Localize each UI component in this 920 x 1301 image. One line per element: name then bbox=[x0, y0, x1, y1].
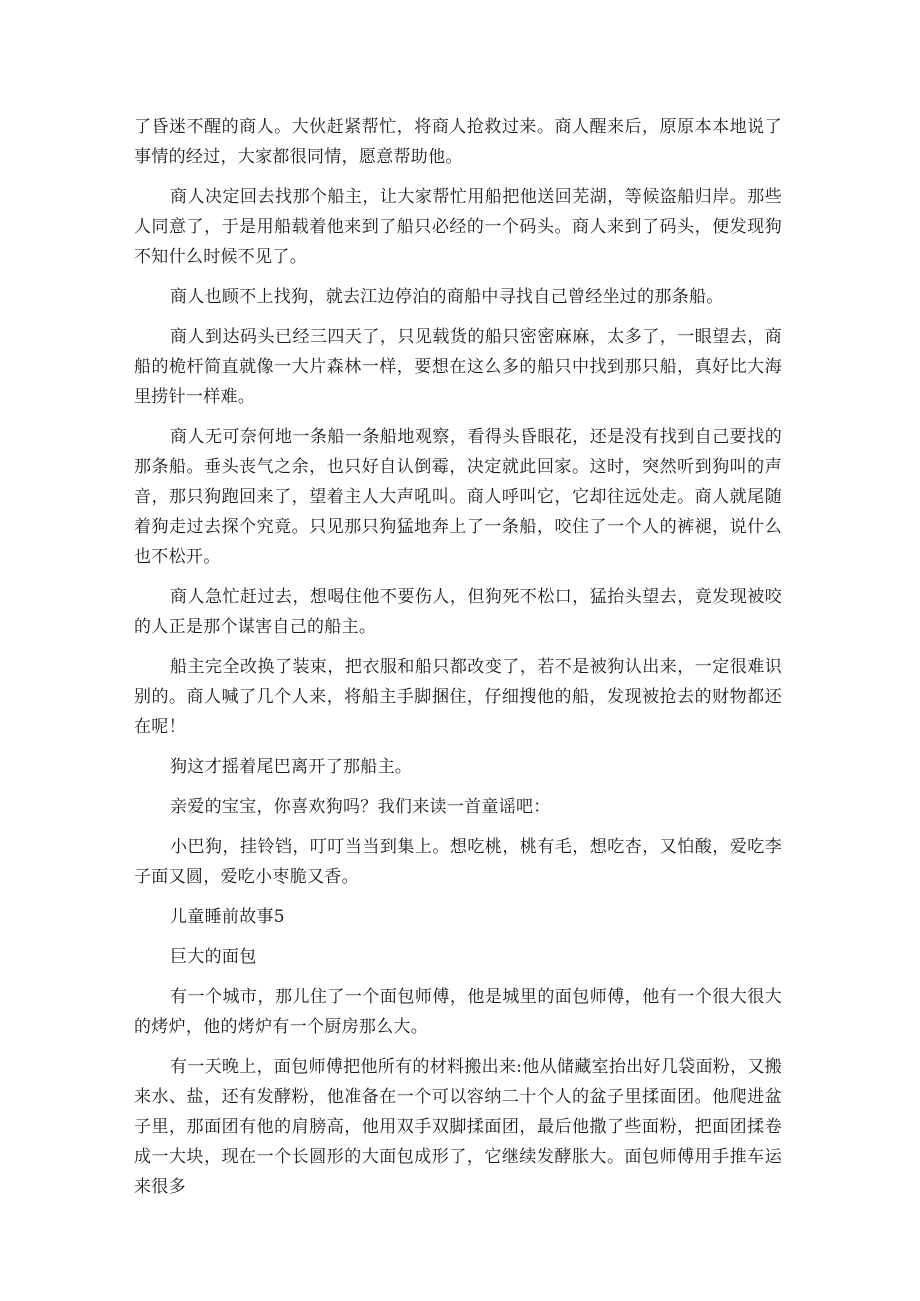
document-page bbox=[134, 112, 782, 1212]
paragraph-8: 狗这才摇着尾巴离开了那船主。 bbox=[170, 757, 413, 777]
paragraph-1: 了昏迷不醒的商人。大伙赶紧帮忙，将商人抢救过来。商人醒来后，原原本本地说了事情的经过，大家都很同情，愿意帮助他。 bbox=[134, 117, 782, 167]
story-title: 巨大的面包 bbox=[170, 947, 257, 967]
paragraph-13: 有一个城市，那儿住了一个面包师傅，他是城里的面包师傅，他有一个很大很大的烤炉，他的烤炉有一个厨房那么大。 bbox=[134, 987, 782, 1037]
paragraph-9: 亲爱的宝宝，你喜欢狗吗？我们来读一首童谣吧： bbox=[170, 797, 551, 817]
paragraph-2: 商人决定回去找那个船主，让大家帮忙用船把他送回芜湖，等候盗船归岸。那些人同意了，于是用船载着他来到了船只必经的一个码头。商人来到了码头，便发现狗不知什么时候不见了。 bbox=[134, 187, 782, 267]
section-heading: 儿童睡前故事5 bbox=[170, 907, 285, 927]
paragraph-7: 船主完全改换了装束，把衣服和船只都改变了，若不是被狗认出来，一定很难识别的。商人喊了几个人来，将船主手脚捆住，仔细搜他的船，发现被抢去的财物都还在呢！ bbox=[134, 657, 782, 737]
paragraph-4: 商人到达码头已经三四天了，只见载货的船只密密麻麻，太多了，一眼望去，商船的桅杆简直就像一大片森林一样，要想在这么多的船只中找到那只船，真好比大海里捞针一样难。 bbox=[134, 327, 782, 407]
nursery-rhyme: 小巴狗，挂铃铛，叮叮当当到集上。想吃桃，桃有毛，想吃杏，又怕酸，爱吃李子面又圆，爱吃小枣脆又香。 bbox=[134, 837, 782, 887]
paragraph-6: 商人急忙赶过去，想喝住他不要伤人，但狗死不松口，猛抬头望去，竟发现被咬的人正是那个谋害自己的船主。 bbox=[134, 587, 782, 637]
paragraph-5: 商人无可奈何地一条船一条船地观察，看得头昏眼花，还是没有找到自己要找的那条船。垂头丧气之余，也只好自认倒霉，决定就此回家。这时，突然听到狗叫的声音，那只狗跑回来了，望着主人大声吼叫。商人呼叫它，它却往远处走。商人就尾随着狗走过去探个究竟。只见那只狗猛地奔上了一条船，咬住了一个人的裤褪，说什么也不松开。 bbox=[134, 427, 782, 567]
paragraph-3: 商人也顾不上找狗，就去江边停泊的商船中寻找自己曾经坐过的那条船。 bbox=[170, 287, 724, 307]
paragraph-14: 有一天晚上，面包师傅把他所有的材料搬出来:他从储藏室抬出好几袋面粉，又搬来水、盐，还有发酵粉，他准备在一个可以容纳二十个人的盆子里揉面团。他爬进盆子里，那面团有他的肩膀高，他用双手双脚揉面团，最后他撒了些面粉，把面团揉卷成一大块，现在一个长圆形的大面包成形了，它继续发酵胀大。面包师傅用手推车运来很多 bbox=[134, 1057, 782, 1197]
